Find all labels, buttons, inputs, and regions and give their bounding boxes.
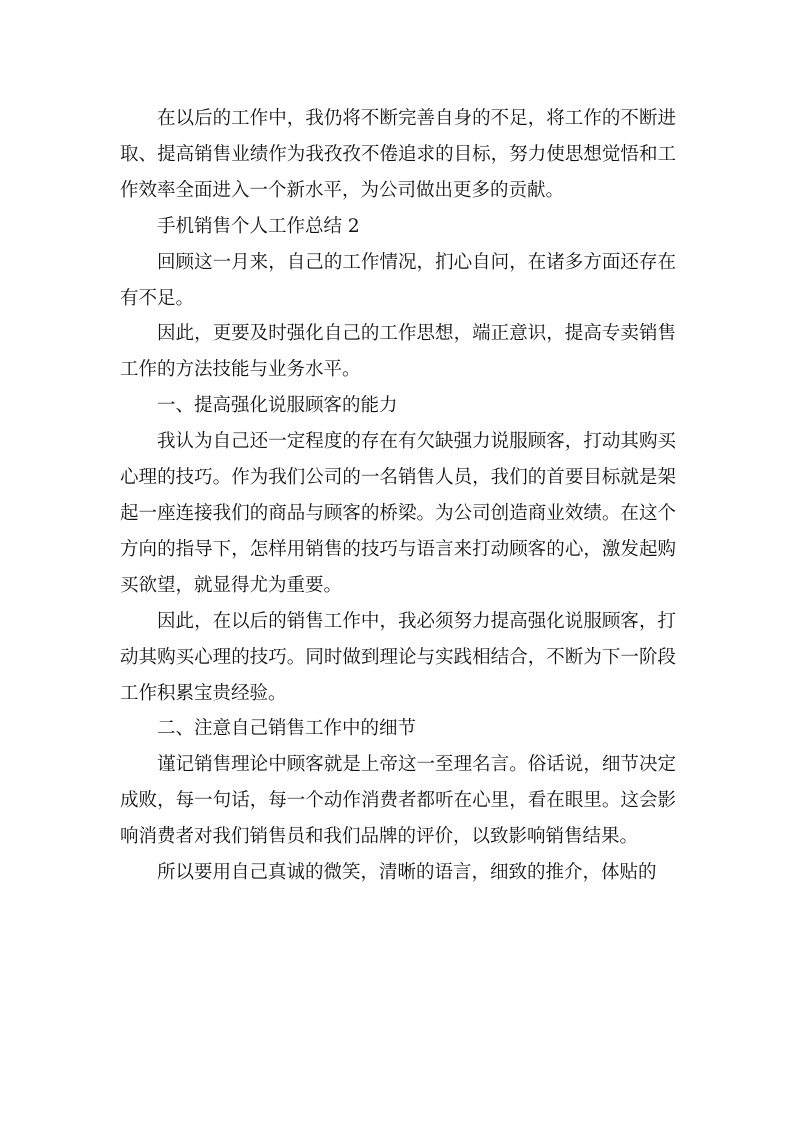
paragraph-therefore: 因此，更要及时强化自己的工作思想，端正意识，提高专卖销售工作的方法技能与业务水平。: [120, 323, 676, 381]
section-title: 手机销售个人工作总结 2: [157, 215, 360, 237]
paragraph-review: 回顾这一月来，自己的工作情况，扪心自问，在诸多方面还存在有不足。: [120, 251, 676, 309]
paragraph-persuasion-detail: 我认为自己还一定程度的存在有欠缺强力说服顾客，打动其购买心理的技巧。作为我们公司的一名销售人员，我们的首要目标就是架起一座连接我们的商品与顾客的桥梁。为公司创造商业效绩。在这个方向的指导下，怎样用销售的技巧与语言来打动顾客的心，激发起购买欲望，就显得尤为重要。: [120, 431, 676, 596]
paragraph-persuasion-plan: 因此，在以后的销售工作中，我必须努力提高强化说服顾客，打动其购买心理的技巧。同时做到理论与实践相结合，不断为下一阶段工作积累宝贵经验。: [120, 610, 676, 704]
paragraph-smile: 所以要用自己真诚的微笑，清晰的语言，细致的推介，体贴的: [157, 862, 657, 884]
document-body: [120, 101, 676, 891]
heading-persuasion: 一、提高强化说服顾客的能力: [157, 395, 398, 417]
paragraph-closing-statement: 在以后的工作中，我仍将不断完善自身的不足，将工作的不断进取、提高销售业绩作为我孜孜不倦追求的目标，努力使思想觉悟和工作效率全面进入一个新水平，为公司做出更多的贡献。: [120, 108, 676, 201]
paragraph-customer-first: 谨记销售理论中顾客就是上帝这一至理名言。俗话说，细节决定成败，每一句话，每一个动作消费者都听在心里，看在眼里。这会影响消费者对我们销售员和我们品牌的评价，以致影响销售结果。: [120, 754, 676, 848]
heading-details: 二、注意自己销售工作中的细节: [157, 718, 417, 740]
